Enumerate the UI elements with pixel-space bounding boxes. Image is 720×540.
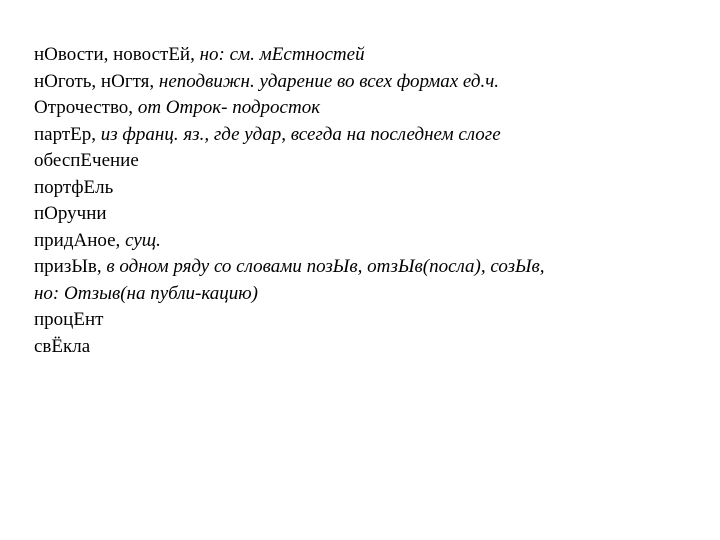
text-line-obespechenie: [34, 148, 704, 175]
word-entry: портфЕль: [34, 176, 114, 198]
word-note: из франц. яз., где удар, всегда на последнем слоге: [100, 123, 501, 145]
text-line-nogot: [34, 69, 704, 96]
document-body: [34, 42, 704, 360]
word-entry: партЕр,: [34, 123, 101, 145]
text-line-svekla: [34, 334, 704, 361]
word-entry: призЫв,: [34, 256, 107, 277]
word-entry: процЕнт: [34, 309, 104, 330]
word-note: неподвижн. ударение во всех формах ед.ч.: [158, 70, 500, 92]
word-entry: Отрочество,: [34, 97, 138, 118]
word-entry: обеспЕчение: [34, 150, 139, 171]
word-note: но: Отзыв(на публи-кацию): [34, 282, 258, 304]
word-note: в одном ряду со словами позЫв, отзЫв(посла), созЫв,: [106, 256, 545, 277]
word-entry: пОручни: [34, 203, 107, 224]
text-line-poruchni: [34, 201, 704, 228]
word-note: но: см. мЕстностей: [199, 44, 365, 65]
text-line-parter: [34, 122, 704, 149]
word-entry: придАное,: [34, 229, 126, 251]
text-line-pridanoe: [34, 228, 704, 255]
word-note: сущ.: [125, 229, 161, 251]
text-line-otrochestvo: [34, 95, 704, 122]
word-note: от Отрок- подросток: [137, 97, 321, 118]
word-entry: нОвости, новостЕй,: [34, 44, 200, 65]
text-line-novosti: [34, 42, 704, 69]
text-line-otzyv: [34, 281, 704, 308]
word-entry: нОготь, нОгтя,: [34, 70, 159, 92]
text-line-procent: [34, 307, 704, 334]
word-entry: свЁкла: [34, 335, 91, 357]
text-line-portfel: [34, 175, 704, 202]
text-line-prizyv: [34, 254, 704, 281]
